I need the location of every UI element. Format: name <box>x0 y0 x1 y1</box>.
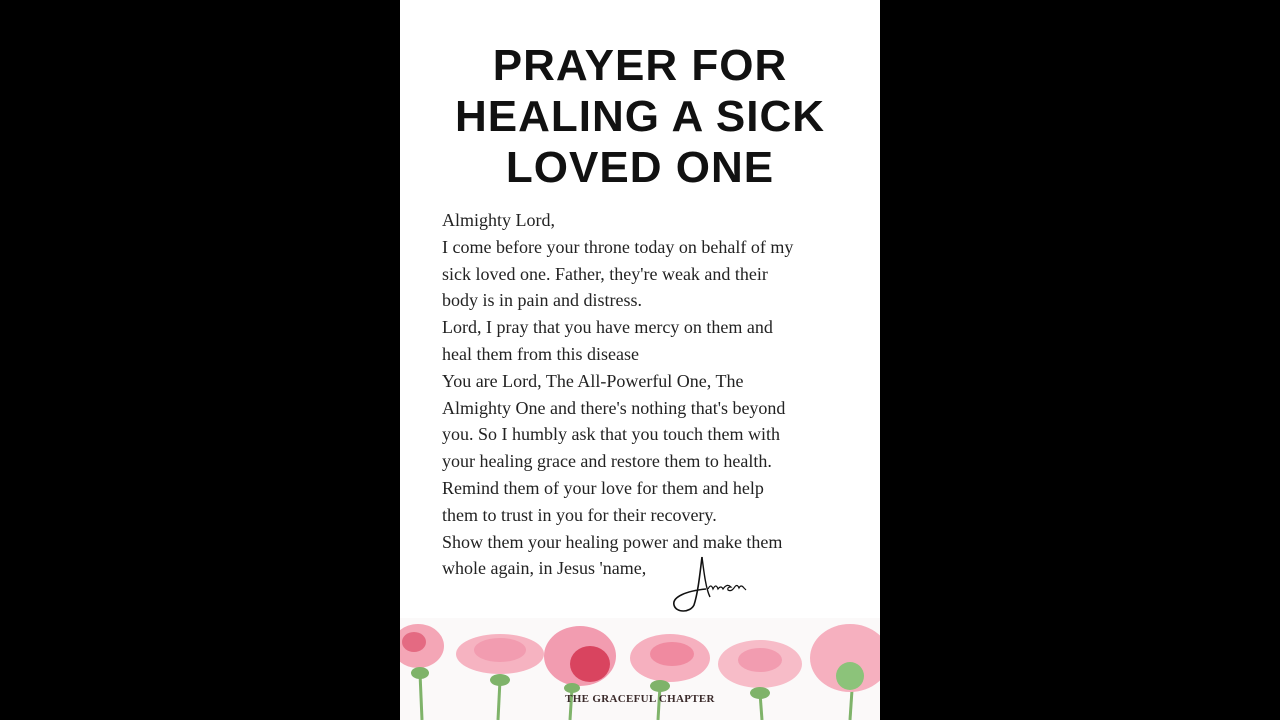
prayer-line: Lord, I pray that you have mercy on them and <box>442 317 773 338</box>
brand-watermark: THE GRACEFUL CHAPTER <box>565 693 715 705</box>
title-line: HEALING A SICK <box>454 92 826 141</box>
prayer-line: heal them from this disease <box>442 343 639 364</box>
prayer-line: you. So I humbly ask that you touch them with <box>442 424 780 445</box>
prayer-line: Remind them of your love for them and help <box>442 477 764 498</box>
prayer-line: Almighty One and there's nothing that's beyond <box>442 397 786 418</box>
prayer-line: You are Lord, The All-Powerful One, The <box>442 370 744 391</box>
amen-signature <box>672 553 752 615</box>
title-line: LOVED ONE <box>505 143 775 192</box>
page-title <box>400 40 880 193</box>
title-line: PRAYER FOR <box>492 41 788 90</box>
prayer-text <box>442 207 862 582</box>
prayer-line: your healing grace and restore them to health. <box>442 451 772 472</box>
prayer-line: body is in pain and distress. <box>442 290 642 311</box>
prayer-card <box>400 0 880 720</box>
prayer-line: whole again, in Jesus 'name, <box>442 558 647 579</box>
prayer-line: Show them your healing power and make them <box>442 531 783 552</box>
prayer-line: sick loved one. Father, they're weak and their <box>442 263 768 284</box>
prayer-line: I come before your throne today on behalf of my <box>442 236 794 257</box>
prayer-line: them to trust in you for their recovery. <box>442 504 717 525</box>
prayer-line: Almighty Lord, <box>442 210 555 230</box>
